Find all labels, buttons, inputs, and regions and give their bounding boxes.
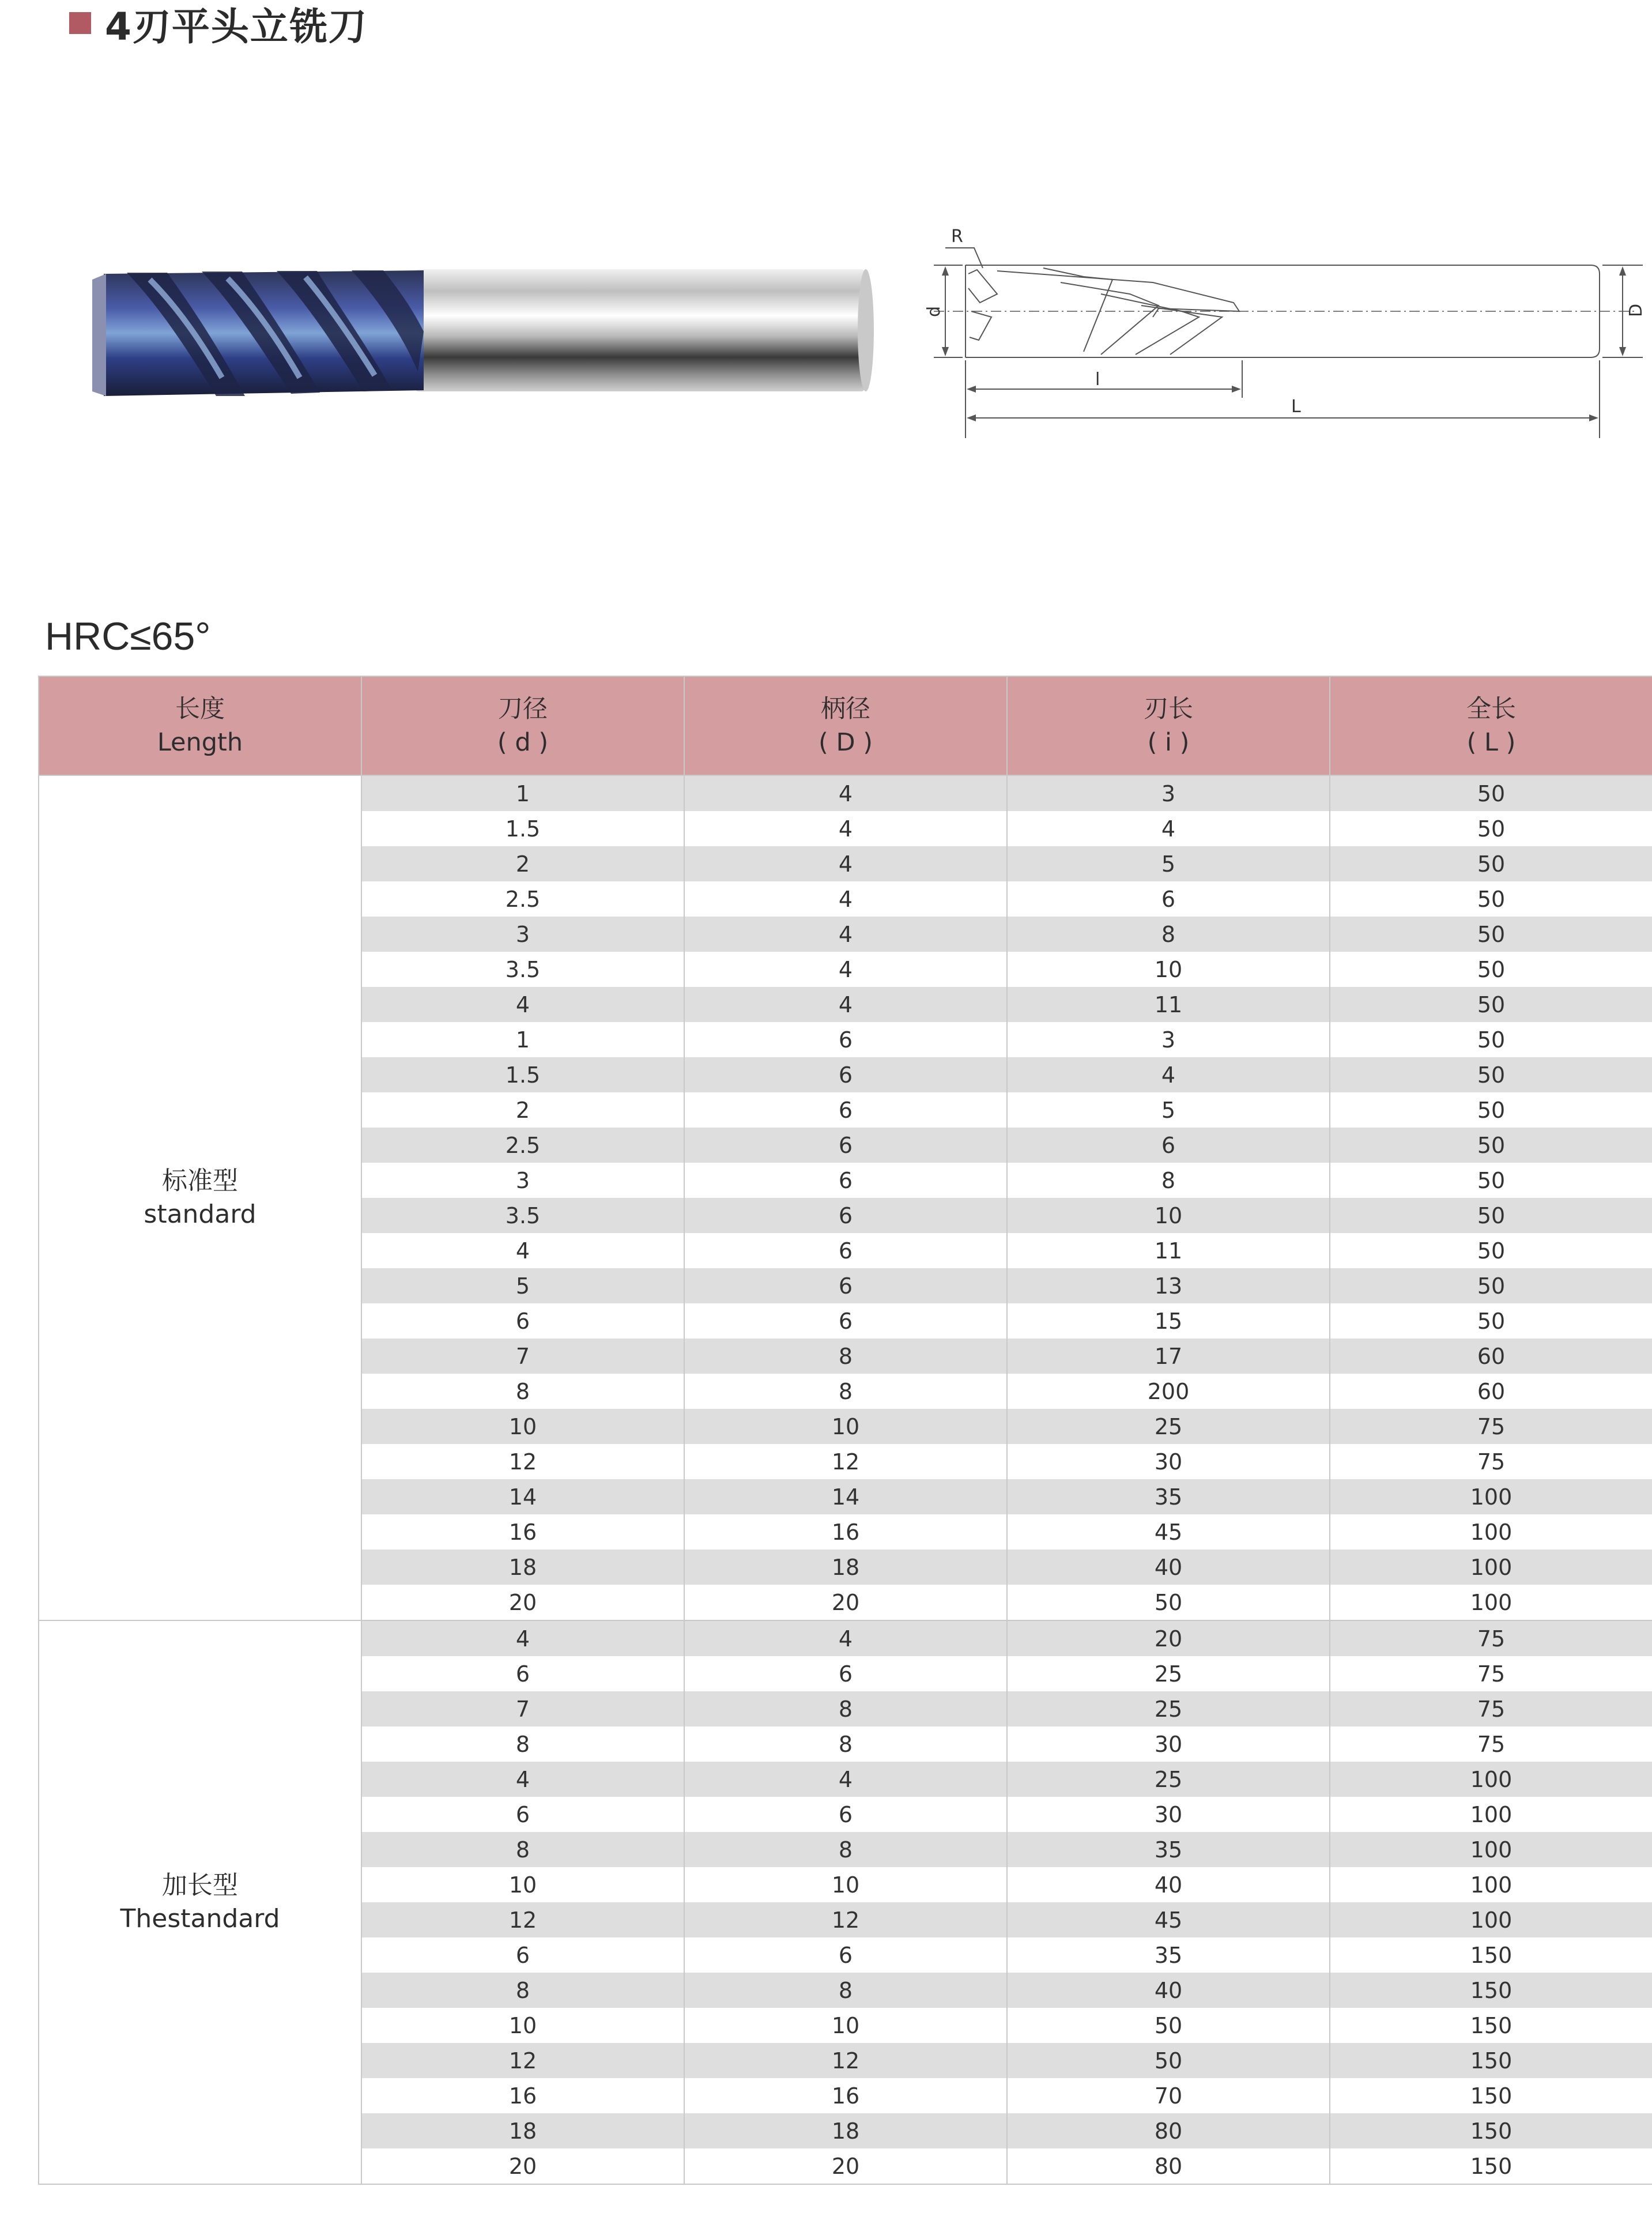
- flute-length-cell: 25: [1007, 1409, 1330, 1444]
- shank-diameter-cell: 8: [684, 1973, 1007, 2008]
- cutting-diameter-cell: 14: [361, 1479, 684, 1514]
- overall-length-cell: 100: [1330, 1514, 1652, 1550]
- shank-diameter-cell: 8: [684, 1339, 1007, 1374]
- label-l: l: [1095, 370, 1100, 390]
- overall-length-cell: 100: [1330, 1832, 1652, 1867]
- flute-length-cell: 17: [1007, 1339, 1330, 1374]
- overall-length-cell: 50: [1330, 1057, 1652, 1092]
- shank-diameter-cell: 14: [684, 1479, 1007, 1514]
- shank-diameter-cell: 20: [684, 2148, 1007, 2184]
- shank-diameter-cell: 6: [684, 1233, 1007, 1268]
- flute-length-cell: 4: [1007, 811, 1330, 846]
- overall-length-cell: 50: [1330, 987, 1652, 1022]
- overall-length-cell: 150: [1330, 2113, 1652, 2148]
- length-group-cell: [39, 775, 361, 1620]
- cutting-diameter-cell: 6: [361, 1656, 684, 1691]
- length-group-en: standard: [144, 1200, 257, 1229]
- shank-diameter-cell: 4: [684, 1762, 1007, 1797]
- overall-length-cell: 100: [1330, 1550, 1652, 1585]
- flute-length-cell: 50: [1007, 2043, 1330, 2078]
- overall-length-cell: 50: [1330, 775, 1652, 811]
- cutting-diameter-cell: 2: [361, 1092, 684, 1128]
- shank-diameter-cell: 4: [684, 987, 1007, 1022]
- overall-length-cell: 75: [1330, 1656, 1652, 1691]
- shank-diameter-cell: 12: [684, 2043, 1007, 2078]
- cutting-diameter-cell: 10: [361, 2008, 684, 2043]
- flute-length-cell: 11: [1007, 1233, 1330, 1268]
- shank-diameter-cell: 4: [684, 775, 1007, 811]
- flute-length-cell: 35: [1007, 1479, 1330, 1514]
- shank-diameter-cell: 6: [684, 1797, 1007, 1832]
- spec-table: [38, 676, 1652, 2185]
- shank-diameter-cell: 4: [684, 881, 1007, 917]
- cutting-diameter-cell: 16: [361, 2078, 684, 2113]
- cutting-diameter-cell: 5: [361, 1268, 684, 1303]
- overall-length-cell: 50: [1330, 1163, 1652, 1198]
- flute-length-cell: 10: [1007, 952, 1330, 987]
- table-header-row: [39, 676, 1652, 775]
- overall-length-cell: 100: [1330, 1585, 1652, 1620]
- flute-length-cell: 25: [1007, 1691, 1330, 1726]
- flute-length-cell: 3: [1007, 1022, 1330, 1057]
- flute-length-cell: 50: [1007, 2008, 1330, 2043]
- cutting-diameter-cell: 8: [361, 1726, 684, 1762]
- cutting-diameter-cell: 1.5: [361, 1057, 684, 1092]
- overall-length-cell: 75: [1330, 1691, 1652, 1726]
- cutting-diameter-cell: 4: [361, 1762, 684, 1797]
- cutting-diameter-cell: 18: [361, 1550, 684, 1585]
- shank-diameter-cell: 6: [684, 1092, 1007, 1128]
- shank-diameter-cell: 6: [684, 1656, 1007, 1691]
- label-r: R: [951, 227, 963, 247]
- flute-length-cell: 30: [1007, 1444, 1330, 1479]
- shank-diameter-cell: 8: [684, 1691, 1007, 1726]
- flute-length-cell: 40: [1007, 1550, 1330, 1585]
- flute-length-cell: 80: [1007, 2113, 1330, 2148]
- cutting-diameter-cell: 6: [361, 1797, 684, 1832]
- flute-length-cell: 40: [1007, 1973, 1330, 2008]
- cutting-diameter-cell: 3: [361, 917, 684, 952]
- flute-length-cell: 8: [1007, 1163, 1330, 1198]
- length-group-cn: 加长型: [162, 1871, 238, 1900]
- shank-diameter-cell: 6: [684, 1163, 1007, 1198]
- shank-diameter-cell: 4: [684, 952, 1007, 987]
- header-shank-diameter: 柄径 ( D ): [684, 676, 1007, 775]
- flute-length-cell: 6: [1007, 1128, 1330, 1163]
- flute-length-cell: 6: [1007, 881, 1330, 917]
- shank-diameter-cell: 6: [684, 1022, 1007, 1057]
- flute-length-cell: 45: [1007, 1902, 1330, 1937]
- overall-length-cell: 75: [1330, 1409, 1652, 1444]
- shank-diameter-cell: 12: [684, 1444, 1007, 1479]
- shank-diameter-cell: 6: [684, 1057, 1007, 1092]
- flute-length-cell: 30: [1007, 1797, 1330, 1832]
- shank-diameter-cell: 4: [684, 811, 1007, 846]
- hardness-label: HRC≤65°: [45, 615, 211, 658]
- title-marker: [69, 12, 91, 34]
- header-overall-length: 全长 ( L ): [1330, 676, 1652, 775]
- overall-length-cell: 50: [1330, 917, 1652, 952]
- flute-length-cell: 80: [1007, 2148, 1330, 2184]
- cutting-diameter-cell: 2.5: [361, 1128, 684, 1163]
- end-mill-photo: [92, 262, 899, 412]
- shank-diameter-cell: 8: [684, 1726, 1007, 1762]
- overall-length-cell: 60: [1330, 1374, 1652, 1409]
- flute-length-cell: 13: [1007, 1268, 1330, 1303]
- cutting-diameter-cell: 16: [361, 1514, 684, 1550]
- overall-length-cell: 100: [1330, 1797, 1652, 1832]
- overall-length-cell: 100: [1330, 1902, 1652, 1937]
- cutting-diameter-cell: 3.5: [361, 1198, 684, 1233]
- flute-length-cell: 200: [1007, 1374, 1330, 1409]
- shank-diameter-cell: 8: [684, 1832, 1007, 1867]
- flute-length-cell: 15: [1007, 1303, 1330, 1339]
- cutting-diameter-cell: 7: [361, 1691, 684, 1726]
- shank-diameter-cell: 12: [684, 1902, 1007, 1937]
- overall-length-cell: 100: [1330, 1479, 1652, 1514]
- cutting-diameter-cell: 10: [361, 1867, 684, 1902]
- label-big-l: L: [1291, 397, 1301, 417]
- cutting-diameter-cell: 1: [361, 1022, 684, 1057]
- overall-length-cell: 150: [1330, 2078, 1652, 2113]
- overall-length-cell: 50: [1330, 1092, 1652, 1128]
- overall-length-cell: 50: [1330, 1303, 1652, 1339]
- overall-length-cell: 50: [1330, 846, 1652, 881]
- shank-diameter-cell: 18: [684, 1550, 1007, 1585]
- length-group-cell: [39, 1620, 361, 2184]
- flute-length-cell: 35: [1007, 1937, 1330, 1973]
- label-big-d: D: [1626, 303, 1646, 317]
- cutting-diameter-cell: 2: [361, 846, 684, 881]
- flute-length-cell: 4: [1007, 1057, 1330, 1092]
- header-length: 长度 Length: [39, 676, 361, 775]
- shank-diameter-cell: 6: [684, 1268, 1007, 1303]
- shank-diameter-cell: 10: [684, 2008, 1007, 2043]
- shank-diameter-cell: 6: [684, 1937, 1007, 1973]
- shank-diameter-cell: 18: [684, 2113, 1007, 2148]
- title-text: 4刃平头立铣刀: [105, 4, 368, 49]
- overall-length-cell: 150: [1330, 2008, 1652, 2043]
- shank-diameter-cell: 6: [684, 1198, 1007, 1233]
- overall-length-cell: 50: [1330, 881, 1652, 917]
- cutting-diameter-cell: 6: [361, 1937, 684, 1973]
- header-cutting-diameter: 刀径 ( d ): [361, 676, 684, 775]
- overall-length-cell: 100: [1330, 1762, 1652, 1797]
- cutting-diameter-cell: 3: [361, 1163, 684, 1198]
- cutting-diameter-cell: 18: [361, 2113, 684, 2148]
- cutting-diameter-cell: 12: [361, 1444, 684, 1479]
- cutting-diameter-cell: 20: [361, 2148, 684, 2184]
- technical-drawing: [911, 225, 1652, 450]
- cutting-diameter-cell: 8: [361, 1832, 684, 1867]
- cutting-diameter-cell: 4: [361, 987, 684, 1022]
- shank-diameter-cell: 4: [684, 846, 1007, 881]
- overall-length-cell: 150: [1330, 2043, 1652, 2078]
- overall-length-cell: 50: [1330, 1233, 1652, 1268]
- shank-diameter-cell: 16: [684, 1514, 1007, 1550]
- label-d: d: [924, 306, 944, 317]
- flute-length-cell: 30: [1007, 1726, 1330, 1762]
- header-flute-length: 刃长 ( i ): [1007, 676, 1330, 775]
- cutting-diameter-cell: 12: [361, 1902, 684, 1937]
- cutting-diameter-cell: 3.5: [361, 952, 684, 987]
- overall-length-cell: 75: [1330, 1726, 1652, 1762]
- shank-diameter-cell: 4: [684, 1620, 1007, 1656]
- flute-length-cell: 50: [1007, 1585, 1330, 1620]
- table-row: [39, 775, 1652, 811]
- overall-length-cell: 75: [1330, 1620, 1652, 1656]
- shank-diameter-cell: 8: [684, 1374, 1007, 1409]
- overall-length-cell: 50: [1330, 1022, 1652, 1057]
- shank-diameter-cell: 6: [684, 1303, 1007, 1339]
- shank-diameter-cell: 10: [684, 1409, 1007, 1444]
- overall-length-cell: 50: [1330, 1268, 1652, 1303]
- flute-length-cell: 5: [1007, 1092, 1330, 1128]
- cutting-diameter-cell: 8: [361, 1374, 684, 1409]
- cutting-diameter-cell: 10: [361, 1409, 684, 1444]
- overall-length-cell: 75: [1330, 1444, 1652, 1479]
- overall-length-cell: 50: [1330, 1198, 1652, 1233]
- overall-length-cell: 50: [1330, 952, 1652, 987]
- flute-length-cell: 45: [1007, 1514, 1330, 1550]
- overall-length-cell: 50: [1330, 1128, 1652, 1163]
- shank-diameter-cell: 20: [684, 1585, 1007, 1620]
- flute-length-cell: 25: [1007, 1762, 1330, 1797]
- overall-length-cell: 50: [1330, 811, 1652, 846]
- flute-length-cell: 70: [1007, 2078, 1330, 2113]
- overall-length-cell: 150: [1330, 1973, 1652, 2008]
- flute-length-cell: 8: [1007, 917, 1330, 952]
- cutting-diameter-cell: 1: [361, 775, 684, 811]
- cutting-diameter-cell: 6: [361, 1303, 684, 1339]
- length-group-en: Thestandard: [120, 1904, 280, 1933]
- shank-diameter-cell: 4: [684, 917, 1007, 952]
- flute-length-cell: 35: [1007, 1832, 1330, 1867]
- cutting-diameter-cell: 20: [361, 1585, 684, 1620]
- cutting-diameter-cell: 8: [361, 1973, 684, 2008]
- table-body: [39, 775, 1652, 2184]
- cutting-diameter-cell: 2.5: [361, 881, 684, 917]
- shank-diameter-cell: 10: [684, 1867, 1007, 1902]
- cutting-diameter-cell: 4: [361, 1620, 684, 1656]
- flute-length-cell: 3: [1007, 775, 1330, 811]
- overall-length-cell: 150: [1330, 2148, 1652, 2184]
- shank-diameter-cell: 6: [684, 1128, 1007, 1163]
- shank-diameter-cell: 16: [684, 2078, 1007, 2113]
- overall-length-cell: 100: [1330, 1867, 1652, 1902]
- flute-length-cell: 5: [1007, 846, 1330, 881]
- cutting-diameter-cell: 12: [361, 2043, 684, 2078]
- cutting-diameter-cell: 4: [361, 1233, 684, 1268]
- page-title: [69, 0, 368, 49]
- flute-length-cell: 25: [1007, 1656, 1330, 1691]
- flute-length-cell: 11: [1007, 987, 1330, 1022]
- flute-length-cell: 40: [1007, 1867, 1330, 1902]
- flute-length-cell: 20: [1007, 1620, 1330, 1656]
- length-group-cn: 标准型: [162, 1166, 238, 1196]
- overall-length-cell: 150: [1330, 1937, 1652, 1973]
- cutting-diameter-cell: 7: [361, 1339, 684, 1374]
- overall-length-cell: 60: [1330, 1339, 1652, 1374]
- table-row: [39, 1620, 1652, 1656]
- cutting-diameter-cell: 1.5: [361, 811, 684, 846]
- flute-length-cell: 10: [1007, 1198, 1330, 1233]
